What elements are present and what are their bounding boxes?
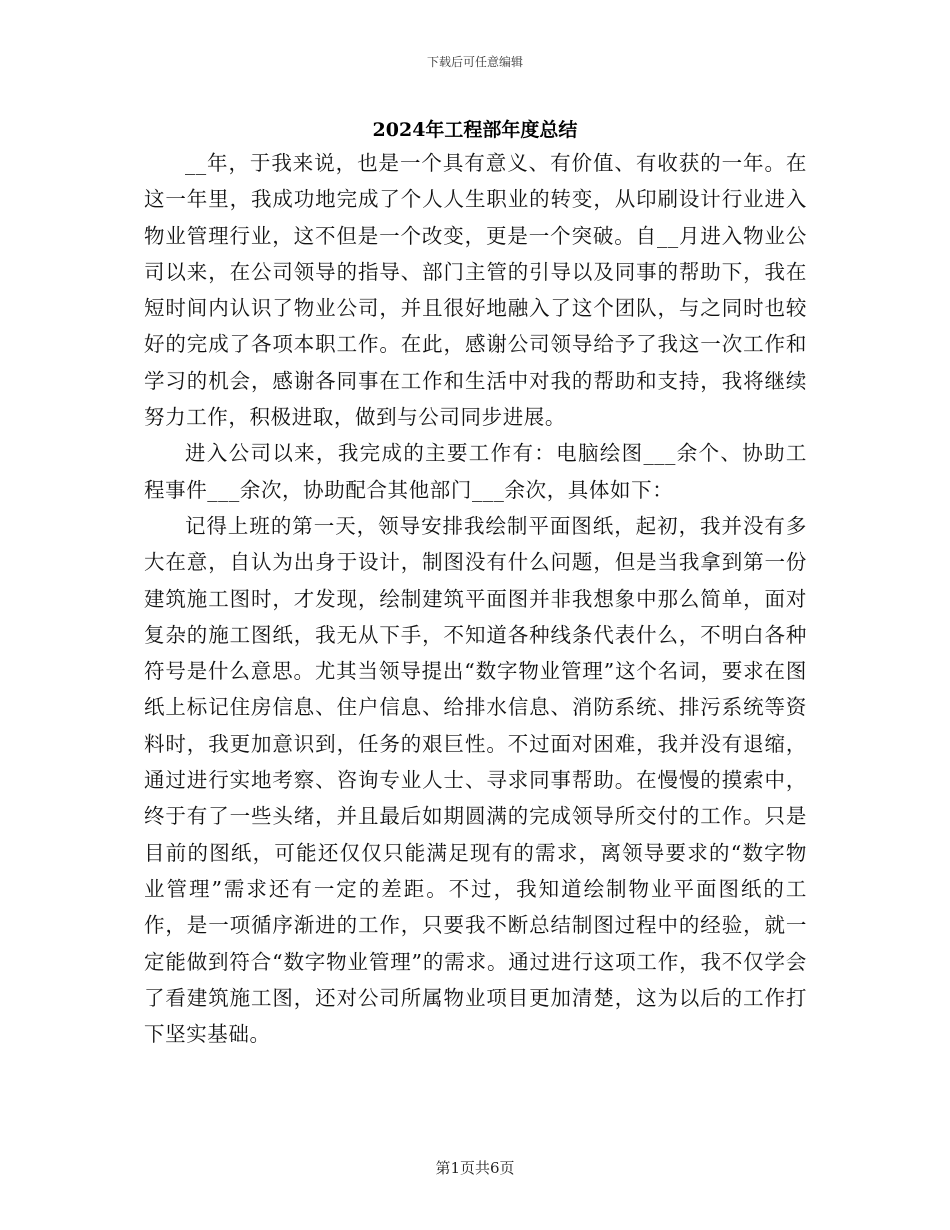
- document-title: 2024年工程部年度总结: [372, 119, 578, 141]
- paragraph-work-summary: 进入公司以来，我完成的主要工作有：电脑绘图___余个、协助工程事件___余次，协助配合其他部门___余次，具体如下：: [144, 441, 807, 502]
- paragraph-intro: __年，于我来说，也是一个具有意义、有价值、有收获的一年。在这一年里，我成功地完成了个人人生职业的转变，从印刷设计行业进入物业管理行业，这不但是一个改变，更是一个突破。自__月进入物业公司以来，在公司领导的指导、部门主管的引导以及同事的帮助下，我在短时间内认识了物业公司，并且很好地融入了这个团队，与之同时也较好的完成了各项本职工作。在此，感谢公司领导给予了我这一次工作和学习的机会，感谢各同事在工作和生活中对我的帮助和支持，我将继续努力工作，积极进取，做到与公司同步进展。: [144, 151, 807, 430]
- document-body: [144, 145, 807, 1052]
- page-number: 第1页共6页: [435, 1159, 515, 1177]
- header-note: 下载后可任意编辑: [426, 55, 523, 69]
- paragraph-drawing-work: 记得上班的第一天，领导安排我绘制平面图纸，起初，我并没有多大在意，自认为出身于设计，制图没有什么问题，但是当我拿到第一份建筑施工图时，才发现，绘制建筑平面图并非我想象中那么简单，面对复杂的施工图纸，我无从下手，不知道各种线条代表什么，不明白各种符号是什么意思。尤其当领导提出“数字物业管理”这个名词，要求在图纸上标记住房信息、住户信息、给排水信息、消防系统、排污系统等资料时，我更加意识到，任务的艰巨性。不过面对困难，我并没有退缩，通过进行实地考察、咨询专业人士、寻求同事帮助。在慢慢的摸索中，终于有了一些头绪，并且最后如期圆满的完成领导所交付的工作。只是目前的图纸，可能还仅仅只能满足现有的需求，离领导要求的“数字物业管理”需求还有一定的差距。不过，我知道绘制物业平面图纸的工作，是一项循序渐进的工作，只要我不断总结制图过程中的经验，就一定能做到符合“数字物业管理”的需求。通过进行这项工作，我不仅学会了看建筑施工图，还对公司所属物业项目更加清楚，这为以后的工作打下坚实基础。: [144, 513, 807, 1047]
